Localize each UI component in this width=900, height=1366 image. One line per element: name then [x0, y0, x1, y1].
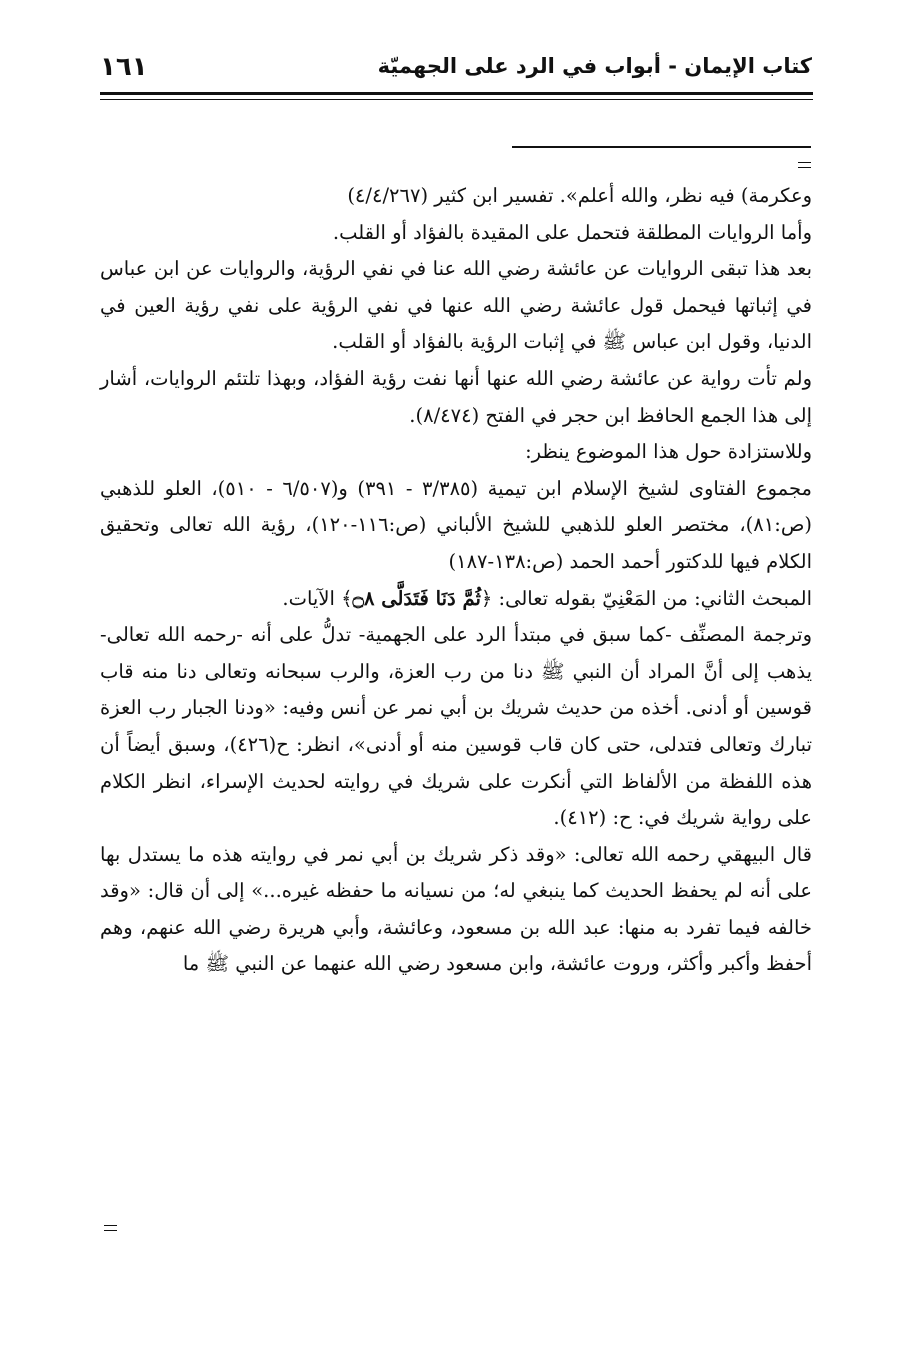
header-rule-thin	[100, 99, 813, 100]
continuation-mark-top	[798, 162, 811, 168]
paragraph: وترجمة المصنِّف -كما سبق في مبتدأ الرد على الجهمية- تدلُّ على أنه -رحمه الله تعالى- يذهب إلى أنَّ المراد أن النبي ﷺ دنا من رب العزة، والرب سبحانه وتعالى دنا منه قاب قوسين أو أدنى. أخذه من حديث شريك بن أبي نمر عن أنس وفيه: «ودنا الجبار رب العزة تبارك وتعالى فتدلى، حتى كان قاب قوسين منه أو أدنى»، انظر: ح(٤٢٦)، وسبق أيضاً أن هذه اللفظة من الألفاظ التي أنكرت على شريك في روايته لحديث الإسراء، انظر الكلام على رواية شريك في: ح: (٤١٢).	[100, 623, 812, 830]
paragraph: مجموع الفتاوى لشيخ الإسلام ابن تيمية (٣/٣٨٥ - ٣٩١) و(٦/٥٠٧ - ٥١٠)، العلو للذهبي (ص:٨١)، مختصر العلو للذهبي للشيخ الألباني (ص:١١٦-١٢٠)، رؤية الله تعالى وتحقيق الكلام فيها للدكتور أحمد الحمد (ص:١٣٨-١٨٧)	[100, 476, 813, 573]
page-number: ١٦١	[100, 52, 148, 82]
footnote-separator	[512, 146, 811, 148]
header-rule-thick	[100, 92, 813, 95]
ornate-bracket-open: ﴿	[480, 586, 493, 610]
footnote-body	[100, 178, 812, 983]
paragraph: وأما الروايات المطلقة فتحمل على المقيدة بالفؤاد أو القلب.	[332, 220, 812, 244]
mabhath-intro: المبحث الثاني: من المَعْنِيّ بقوله تعالى:	[498, 586, 812, 610]
quran-verse: ثُمَّ دَنَا فَتَدَلَّى ۝٨	[352, 586, 481, 610]
paragraph: وعكرمة) فيه نظر، والله أعلم». تفسير ابن كثير (٤/٤/٢٦٧)	[347, 184, 812, 207]
paragraph: قال البيهقي رحمه الله تعالى: «وقد ذكر شريك بن أبي نمر في روايته هذه ما يستدل بها على أنه لم يحفظ الحديث كما ينبغي له؛ من نسيانه ما حفظه غيره...» إلى أن قال: «وقد خالفه فيما تفرد به منها: عبد الله بن مسعود، وعائشة، وأبي هريرة رضي الله عنهم، وهم أحفظ وأكبر وأكثر، وروت عائشة، وابن مسعود رضي الله عنهما عن النبي ﷺ ما	[100, 842, 812, 976]
paragraph: ولم تأت رواية عن عائشة رضي الله عنها أنها نفت رؤية الفؤاد، وبهذا تلتئم الروايات، أشار إلى هذا الجمع الحافظ ابن حجر في الفتح (٨/٤٧٤).	[100, 366, 812, 427]
running-header	[100, 52, 812, 92]
ornate-bracket-close: ﴾	[341, 586, 353, 610]
continuation-mark-bottom	[104, 1225, 117, 1231]
paragraph: بعد هذا تبقى الروايات عن عائشة رضي الله عنا في نفي الرؤية، والروايات عن ابن عباس في إثباتها فيحمل قول عائشة رضي الله عنها في نفي الرؤية على نفي رؤية العين في الدنيا، وقول ابن عباس ﷺ في إثبات الرؤية بالفؤاد أو القلب.	[100, 257, 812, 354]
mabhath-outro: الآيات.	[282, 586, 335, 610]
paragraph: وللاستزادة حول هذا الموضوع ينظر:	[525, 440, 812, 464]
header-title: كتاب الإيمان - أبواب في الرد على الجهميّة	[377, 54, 812, 78]
mabhath-heading	[100, 581, 812, 618]
